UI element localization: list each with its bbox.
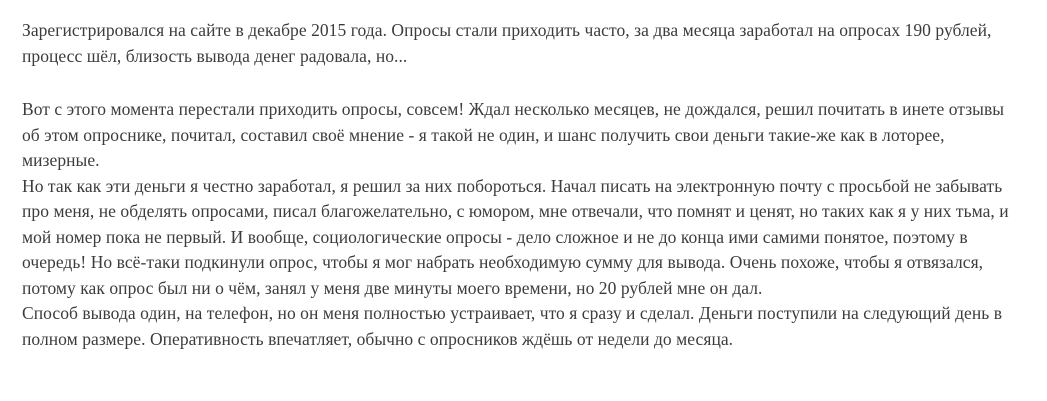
review-paragraph-2: Но так как эти деньги я честно заработал, я решил за них побороться. Начал писать на электронную почту с просьбой не забывать про меня, не обделять опросами, писал благожелательно, с юмором, мне отвечали, что помнят и ценят, но таких как я у них тьма, и мой номер пока не первый. И вообще, социологические опросы - дело сложное и не до конца ими самими понятое, поэтому в очередь! Но всё-таки подкинули опрос, чтобы я мог набрать необходимую сумму для вывода. Очень похоже, чтобы я отвязался, потому как опрос был ни о чём, занял у меня две минуты моего времени, но 20 рублей мне он дал. xyxy=(22,175,1009,298)
review-paragraph-1: Вот с этого момента перестали приходить опросы, совсем! Ждал несколько месяцев, не дождался, решил почитать в инете отзывы об этом опроснике, почитал, составил своё мнение - я такой не один, и шанс получить свои деньги такие-же как в лоторее, мизерные. xyxy=(22,99,1005,170)
review-paragraph-3: Способ вывода один, на телефон, но он меня полностью устраивает, что я сразу и сделал. Деньги поступили на следующий день в полном размере. Оперативность впечатляет, обычно с опросников ждёшь от недели до месяца. xyxy=(22,303,1003,349)
review-paragraph-intro: Зарегистрировался на сайте в декабре 2015 года. Опросы стали приходить часто, за два месяца заработал на опросах 190 рублей, процесс шёл, близость вывода денег радовала, но... xyxy=(22,20,992,66)
